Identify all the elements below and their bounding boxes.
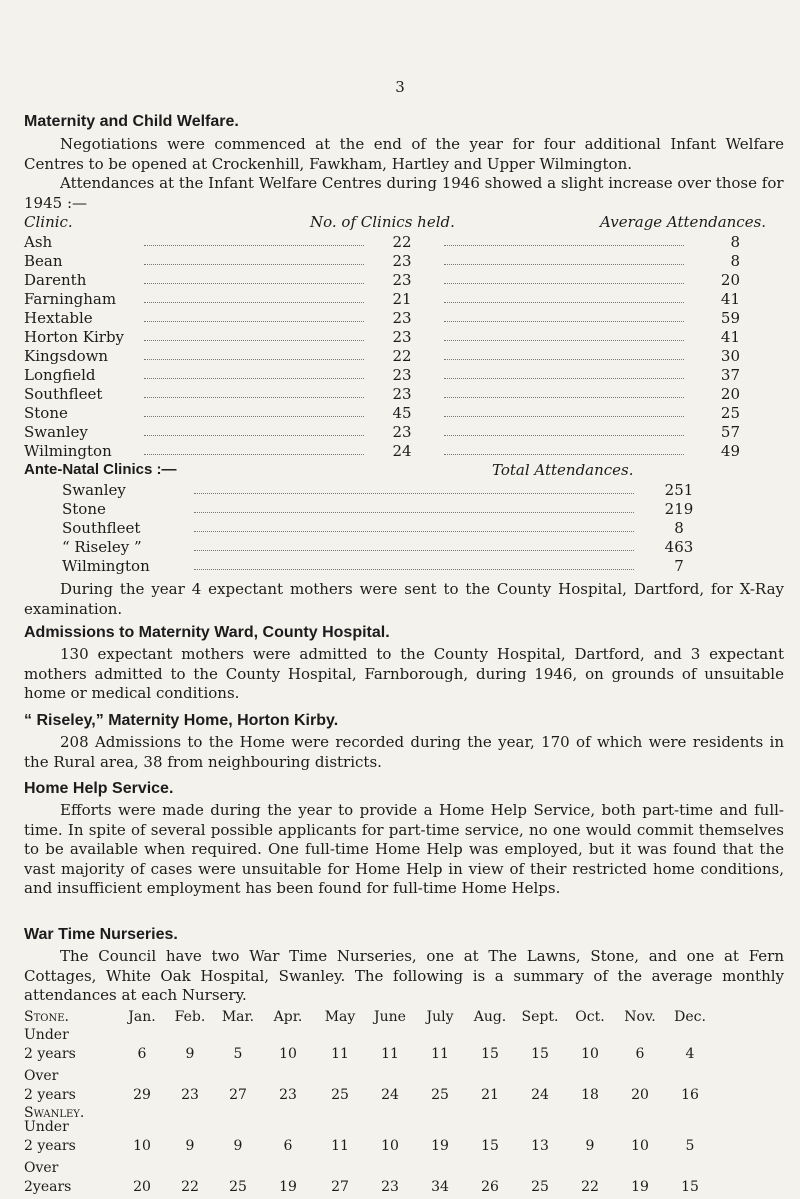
xray-paragraph: During the year 4 expectant mothers were sent to the County Hospital, Dartford, for X-Ray examination. bbox=[24, 580, 784, 618]
nursery-value: 25 bbox=[531, 1179, 549, 1195]
average-attendance: 8 bbox=[730, 233, 740, 251]
leader-dots bbox=[144, 378, 364, 379]
leader-dots bbox=[144, 321, 364, 322]
antenatal-row bbox=[24, 557, 784, 576]
average-attendance: 41 bbox=[720, 290, 740, 308]
clinics-held: 21 bbox=[392, 290, 412, 308]
nurseries-heading: War Time Nurseries. bbox=[24, 926, 178, 943]
clinics-held: 24 bbox=[392, 442, 412, 460]
leader-dots bbox=[444, 378, 684, 379]
clinic-row bbox=[24, 442, 784, 461]
nursery-value: 24 bbox=[381, 1087, 399, 1103]
leader-dots bbox=[144, 283, 364, 284]
clinic-name: Swanley bbox=[24, 423, 88, 441]
nursery-value: 11 bbox=[331, 1046, 349, 1062]
clinic-name: Darenth bbox=[24, 271, 87, 289]
nursery-value: 22 bbox=[581, 1179, 599, 1195]
home-help-paragraph: Efforts were made during the year to provide a Home Help Service, both part-time and full-time. In spite of several possible applicants for part-time service, no one would commit themselves to be available when required. One full-time Home Help was employed, but it was found that the vast majority of cases were unsuitable for Home Help in view of their restricted home conditions, and insufficient employment has been found for full-time Home Helps. bbox=[24, 801, 784, 897]
antenatal-row bbox=[24, 500, 784, 519]
antenatal-clinic: Swanley bbox=[62, 481, 126, 499]
leader-dots bbox=[444, 359, 684, 360]
leader-dots bbox=[144, 359, 364, 360]
clinics-held: 23 bbox=[392, 271, 412, 289]
nursery-value: 25 bbox=[229, 1179, 247, 1195]
home-help-heading: Home Help Service. bbox=[24, 780, 174, 797]
leader-dots bbox=[444, 435, 684, 436]
clinics-held: 23 bbox=[392, 366, 412, 384]
month-header: May bbox=[324, 1009, 356, 1025]
average-attendance: 25 bbox=[720, 404, 740, 422]
average-attendance: 20 bbox=[720, 271, 740, 289]
nursery-row-prefix: Under bbox=[24, 1119, 69, 1135]
average-attendance: 20 bbox=[720, 385, 740, 403]
month-header: Dec. bbox=[674, 1009, 706, 1025]
month-header: June bbox=[374, 1009, 406, 1025]
antenatal-clinic: Stone bbox=[62, 500, 106, 518]
total-attendance: 8 bbox=[674, 519, 684, 537]
leader-dots bbox=[444, 416, 684, 417]
nursery-value: 13 bbox=[531, 1138, 549, 1154]
riseley-paragraph: 208 Admissions to the Home were recorded during the year, 170 of which were residents in the Rural area, 38 from neighbouring districts. bbox=[24, 733, 784, 771]
nursery-value: 23 bbox=[279, 1087, 297, 1103]
average-attendance: 37 bbox=[720, 366, 740, 384]
clinic-name: Kingsdown bbox=[24, 347, 109, 365]
nursery-row-label: 2 years bbox=[24, 1138, 76, 1154]
nursery-value: 27 bbox=[229, 1087, 247, 1103]
average-attendance: 8 bbox=[730, 252, 740, 270]
avg-header: Average Attendances. bbox=[600, 213, 767, 231]
nursery-value: 15 bbox=[481, 1138, 499, 1154]
riseley-heading: “ Riseley,” Maternity Home, Horton Kirby. bbox=[24, 712, 339, 729]
clinic-name: Hextable bbox=[24, 309, 93, 327]
nursery-row-label: 2years bbox=[24, 1179, 72, 1195]
nursery-value: 9 bbox=[185, 1046, 195, 1062]
nursery-value: 27 bbox=[331, 1179, 349, 1195]
nursery-value: 11 bbox=[331, 1138, 349, 1154]
antenatal-clinic: Wilmington bbox=[62, 557, 150, 575]
total-attendance: 251 bbox=[664, 481, 694, 499]
total-header: Total Attendances. bbox=[492, 461, 634, 479]
nursery-value: 15 bbox=[481, 1046, 499, 1062]
month-header: Apr. bbox=[273, 1009, 303, 1025]
average-attendance: 49 bbox=[720, 442, 740, 460]
nursery-value: 21 bbox=[481, 1087, 499, 1103]
nursery-value: 25 bbox=[431, 1087, 449, 1103]
admissions-heading: Admissions to Maternity Ward, County Hospital. bbox=[24, 624, 390, 641]
month-header: Mar. bbox=[221, 1009, 255, 1025]
nursery-value: 26 bbox=[481, 1179, 499, 1195]
average-attendance: 30 bbox=[720, 347, 740, 365]
nursery-value: 10 bbox=[631, 1138, 649, 1154]
clinic-row bbox=[24, 423, 784, 442]
total-attendance: 7 bbox=[674, 557, 684, 575]
held-header: No. of Clinics held. bbox=[310, 213, 455, 231]
month-header: Oct. bbox=[575, 1009, 605, 1025]
clinic-row bbox=[24, 366, 784, 385]
clinic-name: Longfield bbox=[24, 366, 96, 384]
average-attendance: 41 bbox=[720, 328, 740, 346]
clinic-row bbox=[24, 233, 784, 252]
clinics-held: 23 bbox=[392, 328, 412, 346]
average-attendance: 59 bbox=[720, 309, 740, 327]
nursery-value: 6 bbox=[283, 1138, 293, 1154]
attendance-intro: Attendances at the Infant Welfare Centres during 1946 showed a slight increase over those for 1945 :— bbox=[24, 174, 784, 212]
leader-dots bbox=[144, 397, 364, 398]
swanley-label: Swanley. bbox=[24, 1105, 85, 1121]
nursery-value: 22 bbox=[181, 1179, 199, 1195]
antenatal-clinic: Southfleet bbox=[62, 519, 141, 537]
clinic-row bbox=[24, 271, 784, 290]
clinic-row bbox=[24, 347, 784, 366]
nursery-value: 19 bbox=[279, 1179, 297, 1195]
total-attendance: 219 bbox=[664, 500, 694, 518]
nursery-value: 25 bbox=[331, 1087, 349, 1103]
section-title: Maternity and Child Welfare. bbox=[24, 113, 239, 130]
clinic-row bbox=[24, 404, 784, 423]
clinics-held: 23 bbox=[392, 252, 412, 270]
total-attendance: 463 bbox=[664, 538, 694, 556]
leader-dots bbox=[444, 397, 684, 398]
clinic-name: Horton Kirby bbox=[24, 328, 125, 346]
nursery-value: 4 bbox=[685, 1046, 695, 1062]
nursery-row-prefix: Under bbox=[24, 1027, 69, 1043]
clinic-row bbox=[24, 328, 784, 347]
clinics-held: 23 bbox=[392, 309, 412, 327]
clinic-name: Ash bbox=[24, 233, 53, 251]
leader-dots bbox=[444, 454, 684, 455]
leader-dots bbox=[194, 512, 634, 513]
clinic-name: Stone bbox=[24, 404, 68, 422]
antenatal-clinic: “ Riseley ” bbox=[62, 538, 142, 556]
nursery-value: 10 bbox=[381, 1138, 399, 1154]
leader-dots bbox=[144, 245, 364, 246]
leader-dots bbox=[144, 435, 364, 436]
leader-dots bbox=[444, 245, 684, 246]
clinic-name: Farningham bbox=[24, 290, 117, 308]
page-number: 3 bbox=[395, 78, 405, 96]
nursery-value: 19 bbox=[431, 1138, 449, 1154]
nursery-value: 6 bbox=[635, 1046, 645, 1062]
clinics-held: 22 bbox=[392, 347, 412, 365]
clinic-row bbox=[24, 309, 784, 328]
nursery-value: 19 bbox=[631, 1179, 649, 1195]
clinics-held: 22 bbox=[392, 233, 412, 251]
nursery-value: 10 bbox=[581, 1046, 599, 1062]
antenatal-row bbox=[24, 519, 784, 538]
clinics-held: 45 bbox=[392, 404, 412, 422]
clinic-row bbox=[24, 252, 784, 271]
leader-dots bbox=[144, 302, 364, 303]
nursery-value: 5 bbox=[685, 1138, 695, 1154]
leader-dots bbox=[444, 340, 684, 341]
nursery-row-label: 2 years bbox=[24, 1046, 76, 1062]
leader-dots bbox=[194, 550, 634, 551]
clinic-name: Bean bbox=[24, 252, 63, 270]
nursery-row-prefix: Over bbox=[24, 1160, 59, 1176]
nursery-value: 29 bbox=[133, 1087, 151, 1103]
month-header: July bbox=[426, 1009, 454, 1025]
clinic-table-header bbox=[24, 213, 784, 232]
clinic-name: Southfleet bbox=[24, 385, 103, 403]
nursery-value: 16 bbox=[681, 1087, 699, 1103]
nursery-value: 18 bbox=[581, 1087, 599, 1103]
nursery-value: 10 bbox=[279, 1046, 297, 1062]
month-header: Sept. bbox=[521, 1009, 559, 1025]
clinics-held: 23 bbox=[392, 423, 412, 441]
antenatal-heading: Ante-Natal Clinics :— bbox=[24, 461, 177, 478]
nursery-value: 23 bbox=[181, 1087, 199, 1103]
clinic-row bbox=[24, 290, 784, 309]
leader-dots bbox=[144, 340, 364, 341]
nursery-value: 11 bbox=[431, 1046, 449, 1062]
nursery-value: 9 bbox=[585, 1138, 595, 1154]
leader-dots bbox=[144, 416, 364, 417]
leader-dots bbox=[194, 569, 634, 570]
nursery-row-prefix: Over bbox=[24, 1068, 59, 1084]
intro-paragraph: Negotiations were commenced at the end of the year for four additional Infant Welfare Centres to be opened at Crockenhill, Fawkham, Hartley and Upper Wilmington. bbox=[24, 135, 784, 173]
nursery-value: 20 bbox=[133, 1179, 151, 1195]
leader-dots bbox=[444, 302, 684, 303]
nursery-value: 34 bbox=[431, 1179, 449, 1195]
clinic-header: Clinic. bbox=[24, 213, 73, 231]
nursery-row-label: 2 years bbox=[24, 1087, 76, 1103]
month-header: Jan. bbox=[128, 1009, 156, 1025]
antenatal-row bbox=[24, 481, 784, 500]
nursery-value: 24 bbox=[531, 1087, 549, 1103]
antenatal-row bbox=[24, 538, 784, 557]
leader-dots bbox=[144, 454, 364, 455]
nursery-value: 9 bbox=[233, 1138, 243, 1154]
nurseries-paragraph: The Council have two War Time Nurseries, one at The Lawns, Stone, and one at Fern Cottages, White Oak Hospital, Swanley. The following is a summary of the average monthly attendances at each Nursery. bbox=[24, 947, 784, 1004]
nursery-value: 23 bbox=[381, 1179, 399, 1195]
month-header: Nov. bbox=[624, 1009, 656, 1025]
nursery-value: 11 bbox=[381, 1046, 399, 1062]
leader-dots bbox=[194, 531, 634, 532]
month-header: Aug. bbox=[473, 1009, 507, 1025]
nursery-value: 5 bbox=[233, 1046, 243, 1062]
clinics-held: 23 bbox=[392, 385, 412, 403]
clinic-row bbox=[24, 385, 784, 404]
leader-dots bbox=[444, 283, 684, 284]
leader-dots bbox=[444, 264, 684, 265]
admissions-paragraph: 130 expectant mothers were admitted to the County Hospital, Dartford, and 3 expectant mothers admitted to the County Hospital, Farnborough, during 1946, on grounds of unsuitable home or medical conditions. bbox=[24, 645, 784, 702]
leader-dots bbox=[194, 493, 634, 494]
antenatal-header bbox=[24, 461, 784, 480]
nursery-value: 15 bbox=[531, 1046, 549, 1062]
nursery-value: 20 bbox=[631, 1087, 649, 1103]
leader-dots bbox=[444, 321, 684, 322]
average-attendance: 57 bbox=[720, 423, 740, 441]
stone-label: Stone. bbox=[24, 1009, 69, 1025]
leader-dots bbox=[144, 264, 364, 265]
month-header: Feb. bbox=[174, 1009, 206, 1025]
nursery-value: 10 bbox=[133, 1138, 151, 1154]
nursery-value: 6 bbox=[137, 1046, 147, 1062]
nursery-value: 15 bbox=[681, 1179, 699, 1195]
clinic-name: Wilmington bbox=[24, 442, 112, 460]
nursery-value: 9 bbox=[185, 1138, 195, 1154]
